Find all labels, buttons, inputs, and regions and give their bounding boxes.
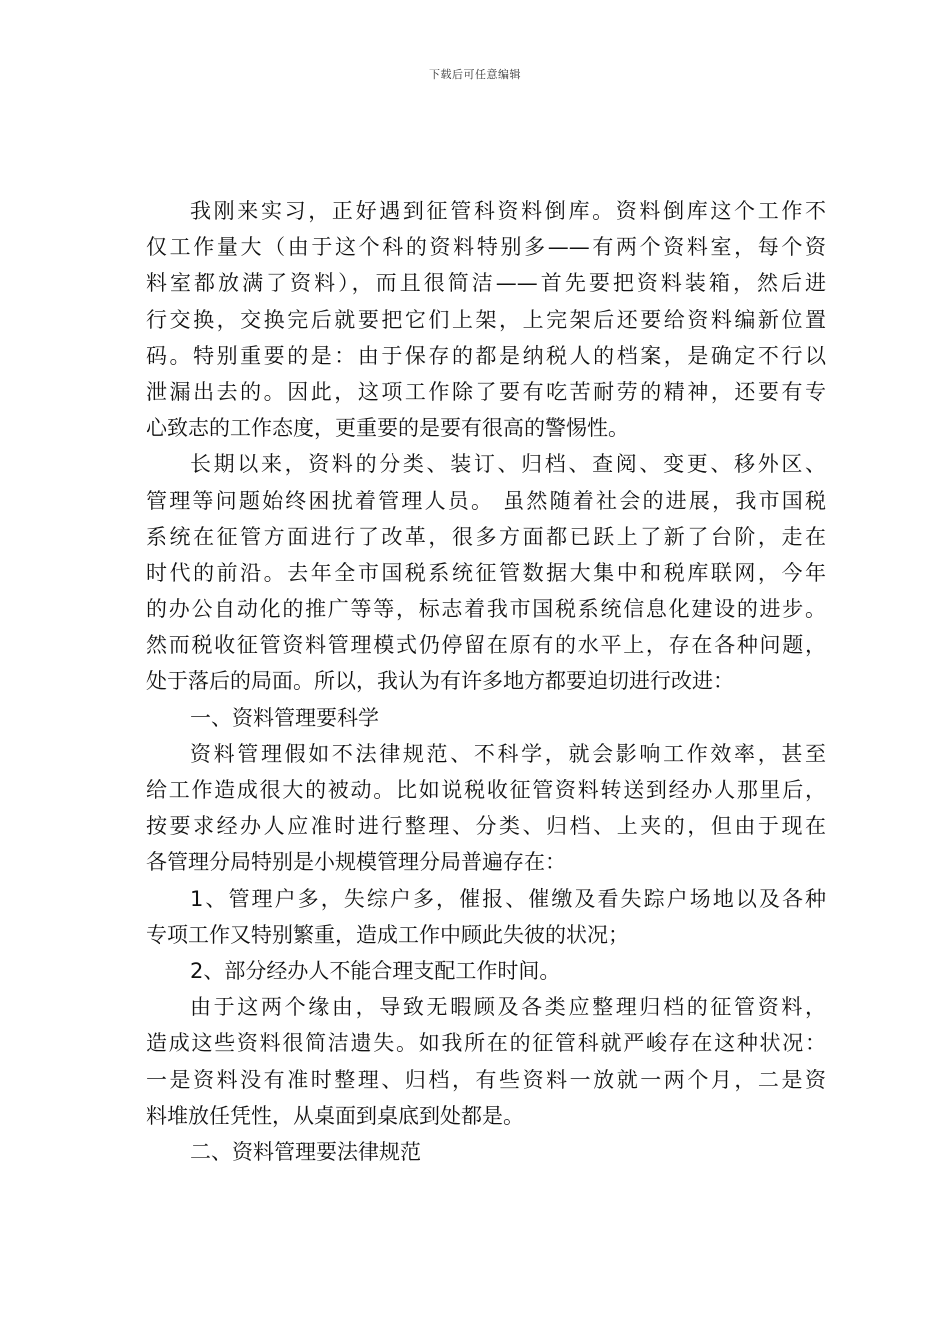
text-line: 心致志的工作态度，更重要的是要有很高的警惕性。	[146, 416, 629, 441]
section-heading: 二、资料管理要法律规范	[190, 1139, 421, 1164]
text-line: 管理等问题始终困扰着管理人员。 虽然随着社会的进展，我市国税	[146, 488, 826, 513]
text-line: 行交换，交换完后就要把它们上架，上完架后还要给资料编新位置	[146, 307, 826, 332]
page-header: 下载后可任意编辑	[429, 68, 521, 81]
text-line: 资料管理假如不法律规范、不科学，就会影响工作效率，甚至	[190, 741, 826, 766]
text-line: 各管理分局特别是小规模管理分局普遍存在：	[146, 850, 566, 875]
text-line: 然而税收征管资料管理模式仍停留在原有的水平上，存在各种问题，	[146, 633, 826, 658]
text-line: 造成这些资料很简洁遗失。如我所在的征管科就严峻存在这种状况：	[146, 1031, 826, 1056]
list-item: 2、部分经办人不能合理支配工作时间。	[190, 958, 561, 983]
text-line: 料室都放满了资料），而且很简洁——首先要把资料装箱，然后进	[146, 271, 826, 296]
text-line: 我刚来实习，正好遇到征管科资料倒库。资料倒库这个工作不	[190, 199, 826, 223]
text-line: 按要求经办人应准时进行整理、分类、归档、上夹的，但由于现在	[146, 814, 826, 839]
text-line: 系统在征管方面进行了改革，很多方面都已跃上了新了台阶，走在	[146, 524, 826, 549]
text-line: 专项工作又特别繁重，造成工作中顾此失彼的状况；	[146, 922, 629, 947]
text-line: 长期以来，资料的分类、装订、归档、查阅、变更、移外区、	[190, 452, 826, 477]
text-line: 的办公自动化的推广等等，标志着我市国税系统信息化建设的进步。	[146, 597, 826, 622]
text-line: 码。特别重要的是：由于保存的都是纳税人的档案，是确定不行以	[146, 343, 826, 368]
text-line: 处于落后的局面。所以，我认为有许多地方都要迫切进行改进：	[146, 669, 734, 694]
text-line: 由于这两个缘由，导致无暇顾及各类应整理归档的征管资料，	[190, 995, 826, 1020]
list-item: 1、管理户多，失综户多，催报、催缴及看失踪户场地以及各种	[190, 886, 826, 911]
text-line: 时代的前沿。去年全市国税系统征管数据大集中和税库联网，今年	[146, 560, 826, 585]
text-line: 一是资料没有准时整理、归档，有些资料一放就一两个月，二是资	[146, 1067, 826, 1092]
text-line: 料堆放任凭性，从桌面到桌底到处都是。	[146, 1103, 524, 1128]
section-heading: 一、资料管理要科学	[190, 705, 379, 730]
text-line: 仅工作量大（由于这个科的资料特别多——有两个资料室，每个资	[146, 235, 826, 260]
text-line: 给工作造成很大的被动。比如说税收征管资料转送到经办人那里后，	[146, 778, 826, 802]
body-text	[146, 193, 826, 1170]
text-line: 泄漏出去的。因此，这项工作除了要有吃苦耐劳的精神，还要有专	[146, 379, 826, 404]
